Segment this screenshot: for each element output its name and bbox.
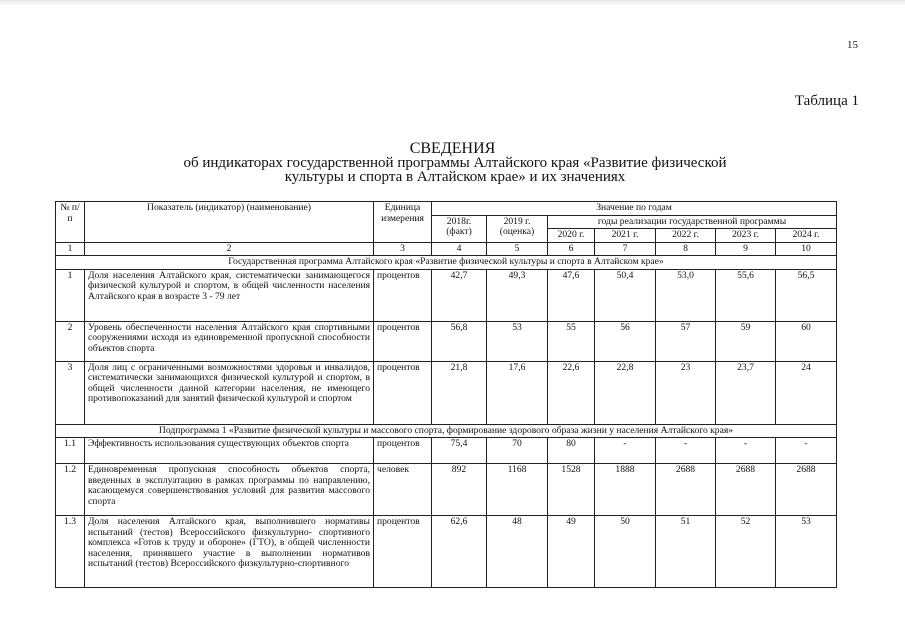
value-cell: -	[656, 438, 716, 464]
value-cell: 1528	[548, 464, 595, 516]
col-number: 10	[776, 242, 837, 256]
indicator-name: Доля населения Алтайского края, выполнившего нормативы испытаний (тестов) Всероссийского физкультурно- спортивного комплекса «Готов к труду и обороне» (ГТО), в общей численности населения, принявшего участие в выполнении нормативов испытаний (тестов) Всероссийского физкультурно-спортивного	[85, 516, 374, 588]
header-values-by-year: Значение по годам	[432, 202, 837, 216]
table-row	[56, 321, 837, 361]
value-cell: 53	[776, 516, 837, 588]
section-title: Подпрограмма 1 «Развитие физической культуры и массового спорта, формирование здорового образа жизни у населения Алтайского края»	[56, 424, 837, 438]
col-number: 7	[595, 242, 656, 256]
value-cell: 2688	[776, 464, 837, 516]
value-cell: 50	[595, 516, 656, 588]
row-num: 3	[56, 361, 85, 424]
value-cell: -	[776, 438, 837, 464]
value-cell: -	[716, 438, 776, 464]
value-cell: -	[595, 438, 656, 464]
indicator-name: Доля лиц с ограниченными возможностями здоровья и инвалидов, систематически занимающихся физической культурой и спортом, в общей численности данной категории населения, не имеющего противопоказаний для занятий физической культурой и спортом	[85, 361, 374, 424]
header-num: № п/п	[56, 202, 85, 243]
value-cell: 21,8	[432, 361, 487, 424]
value-cell: 2688	[716, 464, 776, 516]
value-cell: 23,7	[716, 361, 776, 424]
row-num: 2	[56, 321, 85, 361]
col-number: 4	[432, 242, 487, 256]
row-num: 1	[56, 269, 85, 321]
scan-edge	[0, 0, 905, 6]
header-year-2020: 2020 г.	[548, 229, 595, 243]
value-cell: 70	[487, 438, 548, 464]
document-subtitle: об индикаторах государственной программы Алтайского края «Развитие физической культуры и спорта в Алтайском крае» и их значениях	[183, 155, 727, 185]
value-cell: 55,6	[716, 269, 776, 321]
header-year-2023: 2023 г.	[716, 229, 776, 243]
value-cell: 57	[656, 321, 716, 361]
value-cell: 56,5	[776, 269, 837, 321]
section-title: Государственная программа Алтайского края «Развитие физической культуры и спорта в Алтайском крае»	[56, 256, 837, 270]
value-cell: 892	[432, 464, 487, 516]
col-number: 8	[656, 242, 716, 256]
value-cell: 2688	[656, 464, 716, 516]
value-cell: 49,3	[487, 269, 548, 321]
row-num: 1.3	[56, 516, 85, 588]
col-number: 6	[548, 242, 595, 256]
table-row	[56, 361, 837, 424]
header-2018: 2018г. (факт)	[432, 215, 487, 242]
value-cell: 53	[487, 321, 548, 361]
value-cell: 80	[548, 438, 595, 464]
value-cell: 50,4	[595, 269, 656, 321]
indicator-unit: процентов	[374, 361, 432, 424]
value-cell: 59	[716, 321, 776, 361]
row-num: 1.2	[56, 464, 85, 516]
value-cell: 17,6	[487, 361, 548, 424]
header-year-2024: 2024 г.	[776, 229, 837, 243]
value-cell: 42,7	[432, 269, 487, 321]
col-number: 1	[56, 242, 85, 256]
row-num: 1.1	[56, 438, 85, 464]
value-cell: 48	[487, 516, 548, 588]
value-cell: 47,6	[548, 269, 595, 321]
value-cell: 49	[548, 516, 595, 588]
table-row	[56, 464, 837, 516]
indicator-unit: процентов	[374, 321, 432, 361]
indicator-name: Уровень обеспеченности населения Алтайского края спортивными сооружениями исходя из единовременной пропускной способности объектов спорта	[85, 321, 374, 361]
value-cell: 52	[716, 516, 776, 588]
header-indicator: Показатель (индикатор) (наименование)	[85, 202, 374, 243]
value-cell: 1168	[487, 464, 548, 516]
table-row	[56, 516, 837, 588]
header-unit: Единица измерения	[374, 202, 432, 243]
col-number: 9	[716, 242, 776, 256]
value-cell: 62,6	[432, 516, 487, 588]
column-number-row	[56, 242, 837, 256]
indicators-table	[55, 201, 837, 588]
value-cell: 55	[548, 321, 595, 361]
header-program-years: годы реализации государственной программы	[548, 215, 837, 229]
indicator-unit: процентов	[374, 269, 432, 321]
value-cell: 60	[776, 321, 837, 361]
indicator-name: Доля населения Алтайского края, систематически занимающегося физической культурой и спортом, в общей численности населения Алтайского края в возрасте 3 - 79 лет	[85, 269, 374, 321]
header-2019: 2019 г. (оценка)	[487, 215, 548, 242]
value-cell: 22,8	[595, 361, 656, 424]
document-title: СВЕДЕНИЯ	[409, 140, 496, 157]
value-cell: 51	[656, 516, 716, 588]
table-row	[56, 269, 837, 321]
col-number: 2	[85, 242, 374, 256]
value-cell: 56,8	[432, 321, 487, 361]
col-number: 3	[374, 242, 432, 256]
value-cell: 24	[776, 361, 837, 424]
value-cell: 22,6	[548, 361, 595, 424]
indicator-name: Эффективность использования существующих объектов спорта	[85, 438, 374, 464]
header-year-2022: 2022 г.	[656, 229, 716, 243]
table-label: Таблица 1	[794, 93, 859, 109]
value-cell: 53,0	[656, 269, 716, 321]
value-cell: 1888	[595, 464, 656, 516]
indicator-name: Единовременная пропускная способность объектов спорта, введенных в эксплуатацию в рамках программы по направлению, касающемуся совершенствования условий для развития массового спорта	[85, 464, 374, 516]
col-number: 5	[487, 242, 548, 256]
value-cell: 56	[595, 321, 656, 361]
section-row	[56, 256, 837, 270]
indicator-unit: процентов	[374, 438, 432, 464]
value-cell: 23	[656, 361, 716, 424]
value-cell: 75,4	[432, 438, 487, 464]
indicator-unit: процентов	[374, 516, 432, 588]
table-row	[56, 438, 837, 464]
section-row	[56, 424, 837, 438]
page-number: 15	[847, 39, 858, 51]
header-year-2021: 2021 г.	[595, 229, 656, 243]
indicator-unit: человек	[374, 464, 432, 516]
